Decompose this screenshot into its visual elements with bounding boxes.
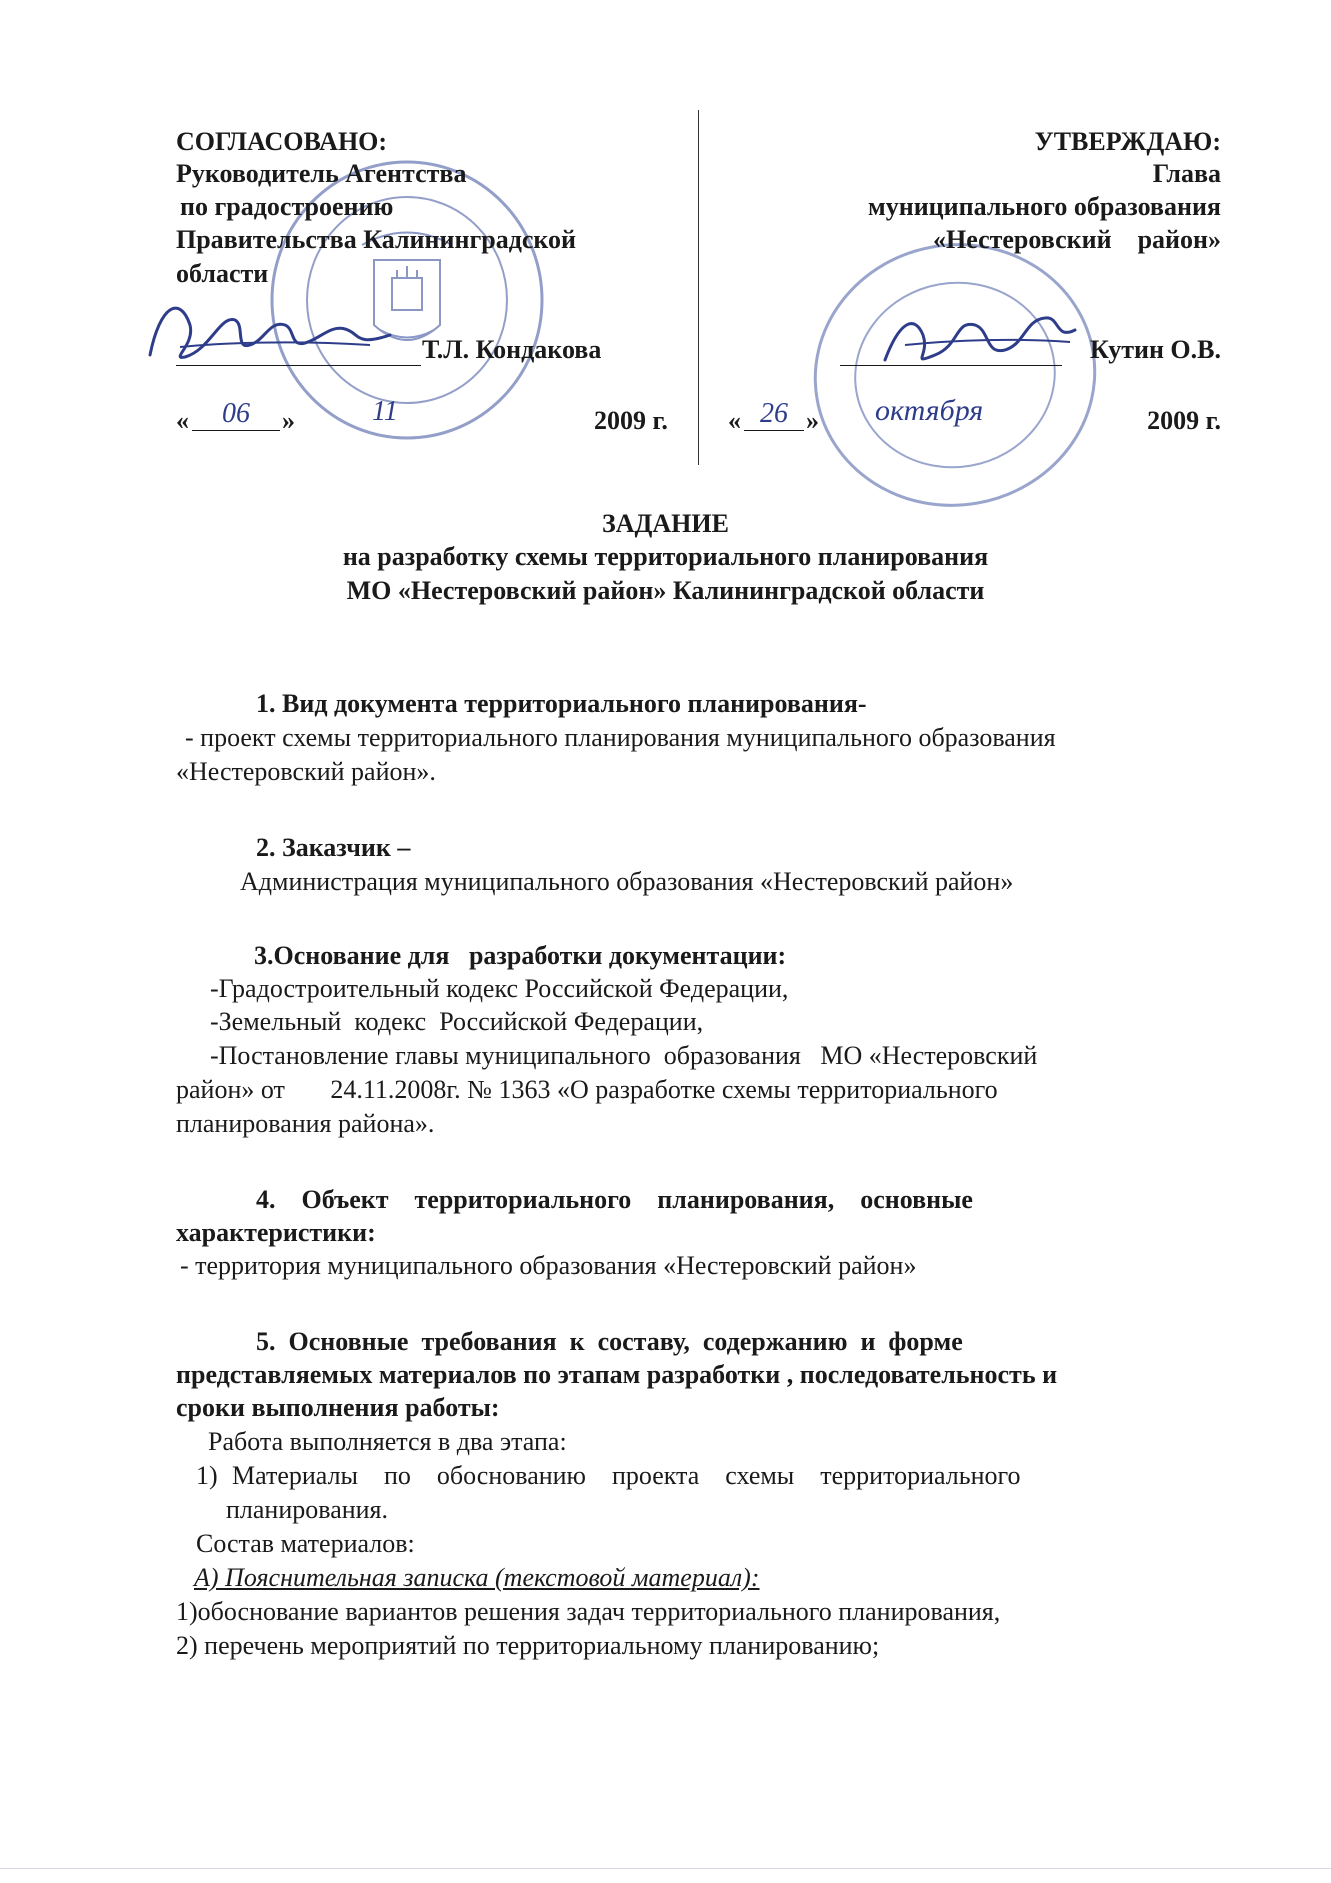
section-5-line-2: Состав материалов: xyxy=(196,1529,415,1558)
left-signer-name: Т.Л. Кондакова xyxy=(422,335,602,364)
left-year: 2009 г. xyxy=(594,406,668,435)
left-line-3: Правительства Калининградской xyxy=(176,225,577,254)
left-heading: СОГЛАСОВАНО: xyxy=(176,127,388,156)
section-5-item-1-number: 1) xyxy=(196,1461,218,1490)
document-subtitle-2: МО «Нестеровский район» Калининградской области xyxy=(346,576,985,605)
section-5-item-1-line-a: Материалы по обоснованию проекта схемы территориального xyxy=(232,1461,1021,1490)
section-5-subheading-a: А) Пояснительная записка (текстовой материал): xyxy=(194,1563,760,1592)
right-signature-icon xyxy=(875,300,1085,380)
section-2-heading: 2. Заказчик – xyxy=(256,833,411,862)
section-5-list-item-1: 1)обоснование вариантов решения задач территориального планирования, xyxy=(176,1597,1001,1626)
section-5-heading-2: представляемых материалов по этапам разработки , последовательность и xyxy=(176,1360,1058,1389)
section-3-line-1: -Градостроительный кодекс Российской Федерации, xyxy=(210,974,789,1003)
right-date-day: 26 xyxy=(744,398,804,431)
right-signer-name: Кутин О.В. xyxy=(1089,335,1221,364)
left-signature-line xyxy=(176,365,421,366)
section-3-heading: 3.Основание для разработки документации: xyxy=(254,941,787,970)
right-heading: УТВЕРЖДАЮ: xyxy=(1034,127,1221,156)
left-signature-icon xyxy=(140,285,400,375)
section-3-line-3: -Постановление главы муниципального образования МО «Нестеровский xyxy=(210,1041,1038,1070)
right-line-1: Глава xyxy=(1152,159,1221,188)
section-5-heading-3: сроки выполнения работы: xyxy=(176,1393,500,1422)
left-date-month: 11 xyxy=(372,396,398,427)
right-signature-line xyxy=(840,365,1062,366)
right-date-month: октября xyxy=(875,394,984,427)
section-5-heading-1: 5. Основные требования к составу, содержанию и форме xyxy=(256,1327,963,1356)
right-year: 2009 г. xyxy=(1147,406,1221,435)
section-3-line-4: район» от 24.11.2008г. № 1363 «О разработке схемы территориального xyxy=(176,1075,998,1104)
left-line-4: области xyxy=(176,259,269,288)
section-3-line-2: -Земельный кодекс Российской Федерации, xyxy=(210,1007,704,1036)
section-5-item-1-line-b: планирования. xyxy=(226,1495,389,1524)
left-line-2: по градостроению xyxy=(180,192,394,221)
left-date-day: 06 xyxy=(192,398,280,431)
document-subtitle-1: на разработку схемы территориального планирования xyxy=(342,542,989,571)
section-4-line-1: - территория муниципального образования «Нестеровский район» xyxy=(180,1251,917,1280)
document-title: ЗАДАНИЕ xyxy=(602,509,729,538)
section-2-line-1: Администрация муниципального образования «Нестеровский район» xyxy=(240,867,1014,896)
right-date-close-quote: » xyxy=(806,406,819,435)
section-4-heading-2: характеристики: xyxy=(176,1218,376,1247)
approval-divider xyxy=(698,110,699,465)
section-4-heading-1: 4. Объект территориального планирования, основные xyxy=(256,1185,973,1214)
section-5-line-1: Работа выполняется в два этапа: xyxy=(208,1427,567,1456)
right-line-2: муниципального образования xyxy=(868,192,1221,221)
left-date-open-quote: « xyxy=(176,406,189,435)
left-date-close-quote: » xyxy=(282,406,295,435)
section-1-heading: 1. Вид документа территориального планирования- xyxy=(256,689,867,718)
section-5-list-item-2: 2) перечень мероприятий по территориальному планированию; xyxy=(176,1631,880,1660)
left-line-1: Руководитель Агентства xyxy=(176,159,467,188)
section-3-line-5: планирования района». xyxy=(176,1109,435,1138)
right-line-3: «Нестеровский район» xyxy=(932,225,1221,254)
section-1-line-1: - проект схемы территориального планирования муниципального образования xyxy=(185,723,1056,752)
right-date-open-quote: « xyxy=(728,406,741,435)
scan-edge-line xyxy=(0,1868,1331,1869)
section-1-line-2: «Нестеровский район». xyxy=(176,757,436,786)
